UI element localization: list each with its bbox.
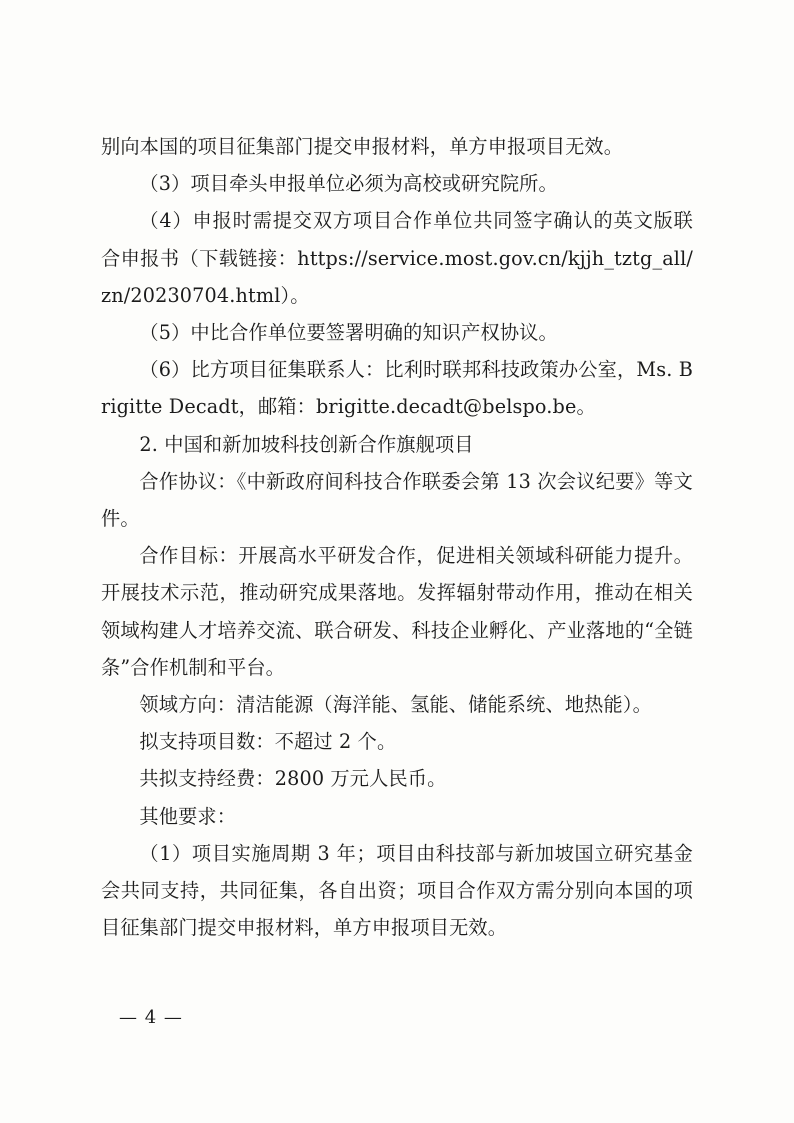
label-singapore-other-requirements: 其他要求： bbox=[139, 804, 237, 828]
paragraph-singapore-agreement: 合作协议：《中新政府间科技合作联委会第 13 次会议纪要》等文件。 bbox=[101, 469, 693, 531]
paragraph-belgium-item-2-continuation: 别向本国的项目征集部门提交申报材料，单方申报项目无效。 bbox=[101, 135, 624, 158]
paragraph-singapore-funding: 共拟支持经费：2800 万元人民币。 bbox=[139, 767, 447, 791]
document-body bbox=[101, 128, 693, 946]
paragraph-singapore-item-1: （1）项目实施周期 3 年；项目由科技部与新加坡国立研究基金会共同支持，共同征集，各自出资；项目合作双方需分别向本国的项目征集部门提交申报材料，单方申报项目无效。 bbox=[101, 841, 693, 940]
paragraph-belgium-item-6: （6）比方项目征集联系人：比利时联邦科技政策办公室，Ms. Brigitte Decadt，邮箱：brigitte.decadt@belspo.be。 bbox=[101, 358, 693, 419]
paragraph-singapore-project-count: 拟支持项目数：不超过 2 个。 bbox=[139, 730, 397, 754]
paragraph-belgium-item-5: （5）中比合作单位要签署明确的知识产权协议。 bbox=[139, 321, 558, 345]
heading-singapore-flagship-program: 2. 中国和新加坡科技创新合作旗舰项目 bbox=[139, 432, 474, 456]
page-number-footer: — 4 — bbox=[119, 1007, 183, 1028]
paragraph-belgium-item-4: （4）申报时需提交双方项目合作单位共同签字确认的英文版联合申报书（下载链接：https://service.most.gov.cn/kjjh_tztg_all/zn/20230704.html）。 bbox=[101, 209, 693, 307]
paragraph-singapore-fields: 领域方向：清洁能源（海洋能、氢能、储能系统、地热能）。 bbox=[139, 693, 652, 717]
paragraph-belgium-item-3: （3）项目牵头申报单位必须为高校或研究院所。 bbox=[139, 172, 558, 196]
paragraph-singapore-goals: 合作目标：开展高水平研发合作，促进相关领域科研能力提升。开展技术示范，推动研究成果落地。发挥辐射带动作用，推动在相关领域构建人才培养交流、联合研发、科技企业孵化、产业落地的“全链条”合作机制和平台。 bbox=[101, 544, 693, 679]
